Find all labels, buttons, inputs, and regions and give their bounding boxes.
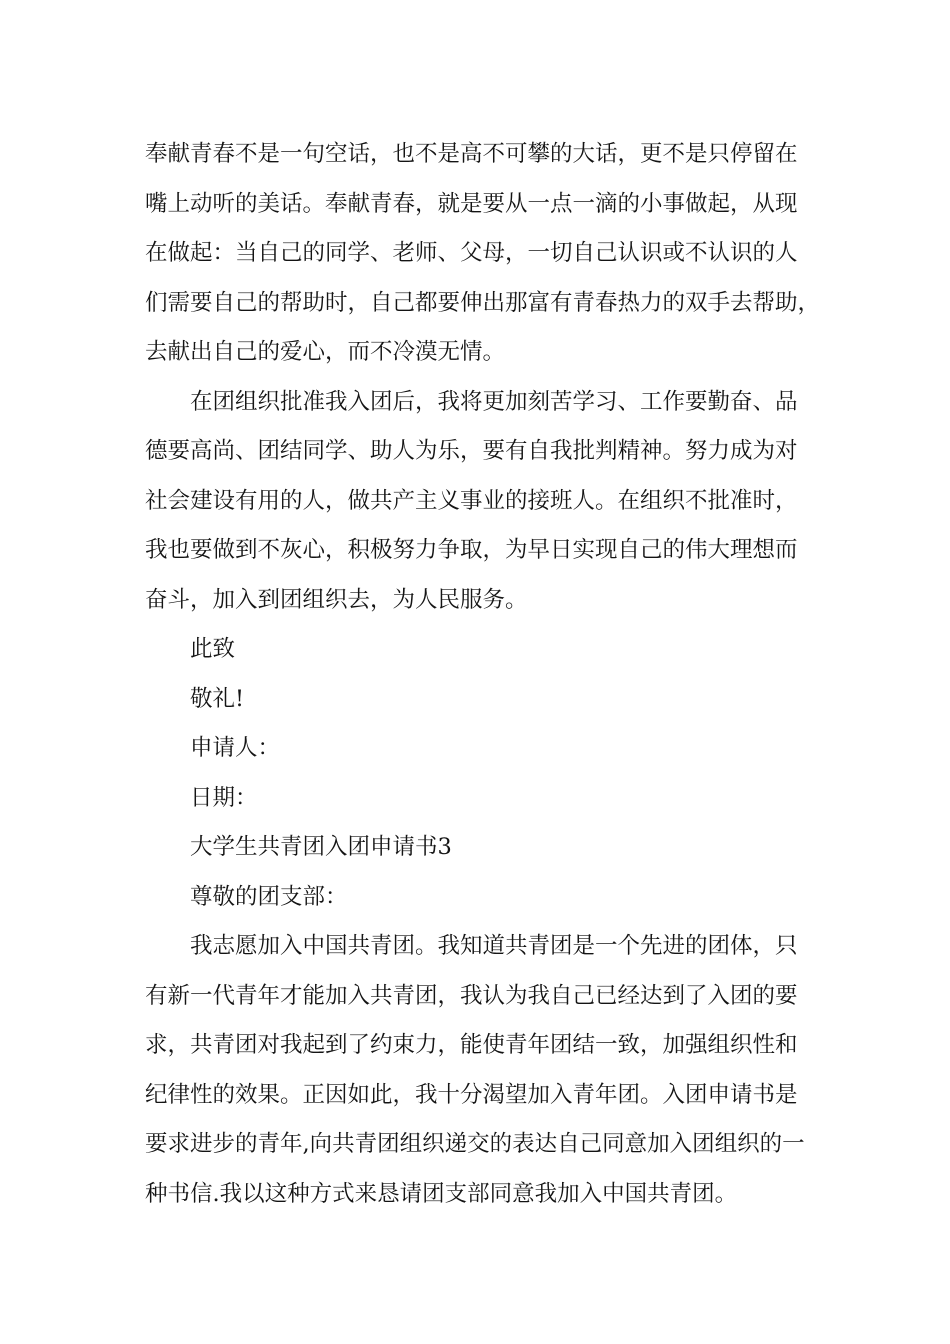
paragraph-commitment bbox=[145, 378, 825, 626]
text-line: 种书信.我以这种方式来恳请团支部同意我加入中国共青团。 bbox=[145, 1180, 738, 1207]
text-line: 我也要做到不灰心，积极努力争取，为早日实现自己的伟大理想而 bbox=[145, 537, 798, 563]
date-label: 日期： bbox=[190, 784, 258, 811]
paragraph-dedication bbox=[145, 130, 825, 378]
text-line: 我志愿加入中国共青团。我知道共青团是一个先进的团体，只 bbox=[190, 933, 798, 959]
text-line: 们需要自己的帮助时，自己都要伸出那富有青春热力的双手去帮助， bbox=[145, 289, 821, 316]
text-line: 奋斗，加入到团组织去，为人民服务。 bbox=[145, 586, 528, 613]
text-line: 嘴上动听的美话。奉献青春，就是要从一点一滴的小事做起，从现 bbox=[145, 190, 798, 217]
text-line: 去献出自己的爱心，而不冷漠无情。 bbox=[145, 339, 506, 365]
document-body bbox=[145, 130, 825, 1219]
paragraph-application bbox=[145, 922, 825, 1219]
text-line: 纪律性的效果。正因如此，我十分渴望加入青年团。入团申请书是 bbox=[145, 1081, 798, 1108]
applicant-label: 申请人： bbox=[190, 735, 281, 761]
text-line: 要求进步的青年,向共青团组织递交的表达自己同意加入团组织的一 bbox=[145, 1131, 805, 1157]
section-title: 大学生共青团入团申请书3 bbox=[190, 834, 452, 860]
text-line: 求，共青团对我起到了约束力，能使青年团结一致，加强组织性和 bbox=[145, 1032, 798, 1058]
text-line: 社会建设有用的人，做共产主义事业的接班人。在组织不批准时， bbox=[145, 487, 798, 514]
closing-salutation: 此致 bbox=[190, 636, 236, 662]
text-line: 在做起：当自己的同学、老师、父母，一切自己认识或不认识的人 bbox=[145, 240, 798, 266]
closing-regards: 敬礼! bbox=[190, 685, 245, 712]
text-line: 在团组织批准我入团后，我将更加刻苦学习、工作要勤奋、品 bbox=[190, 388, 798, 415]
text-line: 德要高尚、团结同学、助人为乐，要有自我批判精神。努力成为对 bbox=[145, 438, 798, 464]
text-line: 有新一代青年才能加入共青团，我认为我自己已经达到了入团的要 bbox=[145, 982, 798, 1009]
text-line: 奉献青春不是一句空话，也不是高不可攀的大话，更不是只停留在 bbox=[145, 141, 798, 167]
addressee: 尊敬的团支部： bbox=[190, 883, 348, 910]
